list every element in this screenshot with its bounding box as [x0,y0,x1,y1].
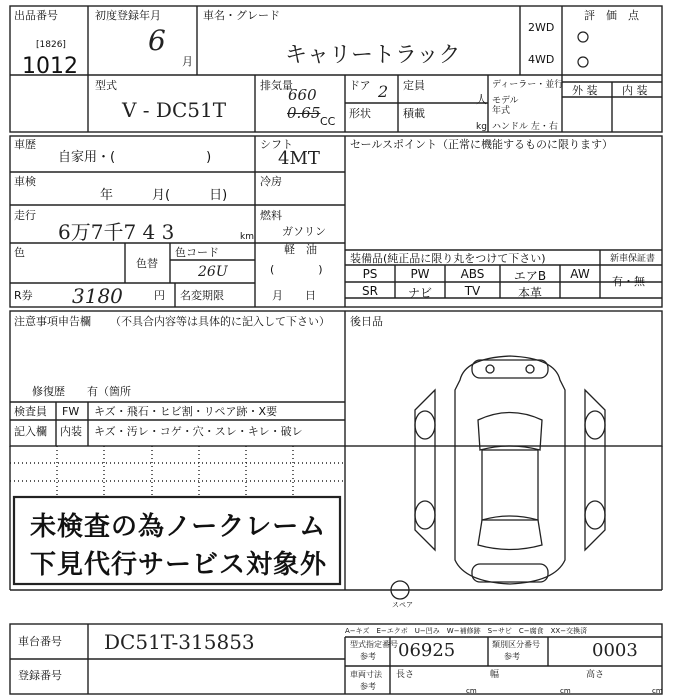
recycle-label: R券 [14,289,33,302]
fuel-value-diesel: 軽 油 [284,243,317,256]
damage-legend: A−キズ E−エクボ U−凹み W−補修跡 S−サビ C−腐食 XX−交換済 [345,627,588,635]
wd4-label: 4WD [528,53,555,66]
inspection-label: 車検 [14,175,36,188]
selling-points-label: セールスポイント（正常に機能するものに限ります） [350,138,614,151]
interior-row-label: 内装 [60,425,82,438]
remarks-label: 注意事項申告欄 [14,315,91,328]
equip-aw: AW [570,267,590,281]
chassis-label: 車台番号 [18,635,62,648]
doors-label: ドア [349,79,371,92]
load-label: 積載 [403,107,425,120]
notice-no-claim: 未検査の為ノークレーム [30,512,327,542]
name-change-label: 名変期限 [180,289,224,302]
fw-label: FW [62,405,80,418]
length-label: 長さ [396,670,415,680]
car-name-label: 車名・グレード [203,9,280,22]
shift-label: シフト [260,138,293,151]
equip-ps: PS [362,267,378,281]
category-label: 類別区分番号 [492,640,540,649]
interior-label: 内 装 [622,84,648,97]
category-value: 0003 [592,640,638,661]
mileage-label: 走行 [14,209,36,222]
width-unit: cm [560,687,571,695]
car-damage-diagram [390,350,630,600]
shift-value: 4MT [278,148,320,169]
repair-history-label: 修復歴 有（箇所 [32,385,131,398]
remarks-note: （不具合内容等は具体的に記入して下さい） [110,315,330,328]
cc-unit: CC [320,115,336,128]
width-label: 幅 [490,670,500,680]
notice-no-service: 下見代行サービス対象外 [30,550,328,580]
warranty-value: 有・無 [612,275,645,288]
first-reg-label: 初度登録年月 [95,9,161,22]
equip-navi: ナビ [407,286,432,300]
model-class-label: 型式指定番号 [350,640,398,649]
car-name-value: キャリートラック [285,43,461,68]
mileage-value: 6万7千7 4 3 [58,220,175,244]
inspector-label: 検査員 [14,405,47,418]
color-label: 色 [14,246,25,259]
equip-airbag: エアB [513,269,547,283]
warranty-label: 新車保証書 [610,254,656,264]
inspection-value: 年 月( 日) [100,188,228,203]
score-label: 評 価 点 [584,9,639,22]
kg-unit: kg [476,122,487,132]
month-unit: 月 [182,55,193,68]
color-change-label: 色替 [136,257,158,270]
aircon-label: 冷房 [260,175,282,188]
history-label: 車歴 [14,138,36,151]
model-year-label2: 年式 [492,106,511,116]
color-code-value: 26U [198,264,228,280]
dealer-label: ディーラー・並行 [492,80,564,90]
interior-text: キズ・汚レ・コゲ・穴・スレ・キレ・破レ [94,425,303,438]
lot-code: [1826] [36,40,66,50]
fuel-value-gasoline: ガソリン [282,225,326,238]
equip-tv: TV [464,284,481,298]
recycle-value: 3180 [72,284,123,308]
equip-leather: 本革 [517,286,542,300]
person-unit: 人 [476,93,487,106]
displacement-value: 660 [288,86,317,104]
model-value: V - DC51T [122,98,227,122]
first-reg-value: 6 [148,24,166,57]
yen-unit: 円 [154,289,165,302]
height-label: 高さ [586,670,605,680]
handle-label: ハンドル 左・右 [492,122,558,132]
color-code-label: 色コード [175,246,219,259]
chassis-value: DC51T-315853 [104,630,255,654]
displacement-label: 排気量 [260,79,293,92]
entry-label: 記入欄 [14,425,47,438]
history-value: 自家用・( ) [58,150,212,165]
wd2-label: 2WD [528,21,555,34]
shape-label: 形状 [349,107,371,120]
equip-sr: SR [362,284,378,298]
exterior-label: 外 装 [572,84,598,97]
spare-label: スペア [392,601,413,609]
height-unit: cm [652,687,663,695]
model-year-label1: モデル [492,96,519,106]
km-unit: km [240,232,254,242]
item-number-label: 出品番号 [14,9,58,22]
dims-label: 車両寸法 [350,670,382,679]
name-change-value: 月 日 [272,289,316,302]
rear-equipment-label: 後日品 [350,315,383,328]
model-class-value: 06925 [398,640,456,661]
equip-abs: ABS [460,267,485,281]
fuel-label: 燃料 [260,209,282,222]
dims-ref: 参考 [360,682,376,691]
displacement-crossed: 0.65 [287,104,321,122]
category-ref: 参考 [504,652,520,661]
fuel-value-other: ( ) [270,263,323,276]
capacity-label: 定員 [403,79,425,92]
reg-number-label: 登録番号 [18,669,62,682]
model-class-ref: 参考 [360,652,376,661]
model-label: 型式 [95,79,117,92]
length-unit: cm [466,687,477,695]
doors-value: 2 [378,82,389,101]
equipment-label: 装備品(純正品に限り丸をつけて下さい) [350,252,546,265]
fw-text: キズ・飛石・ヒビ割・リペア跡・X要 [94,405,278,418]
item-number: 1012 [22,54,78,79]
equip-pw: PW [410,267,430,281]
